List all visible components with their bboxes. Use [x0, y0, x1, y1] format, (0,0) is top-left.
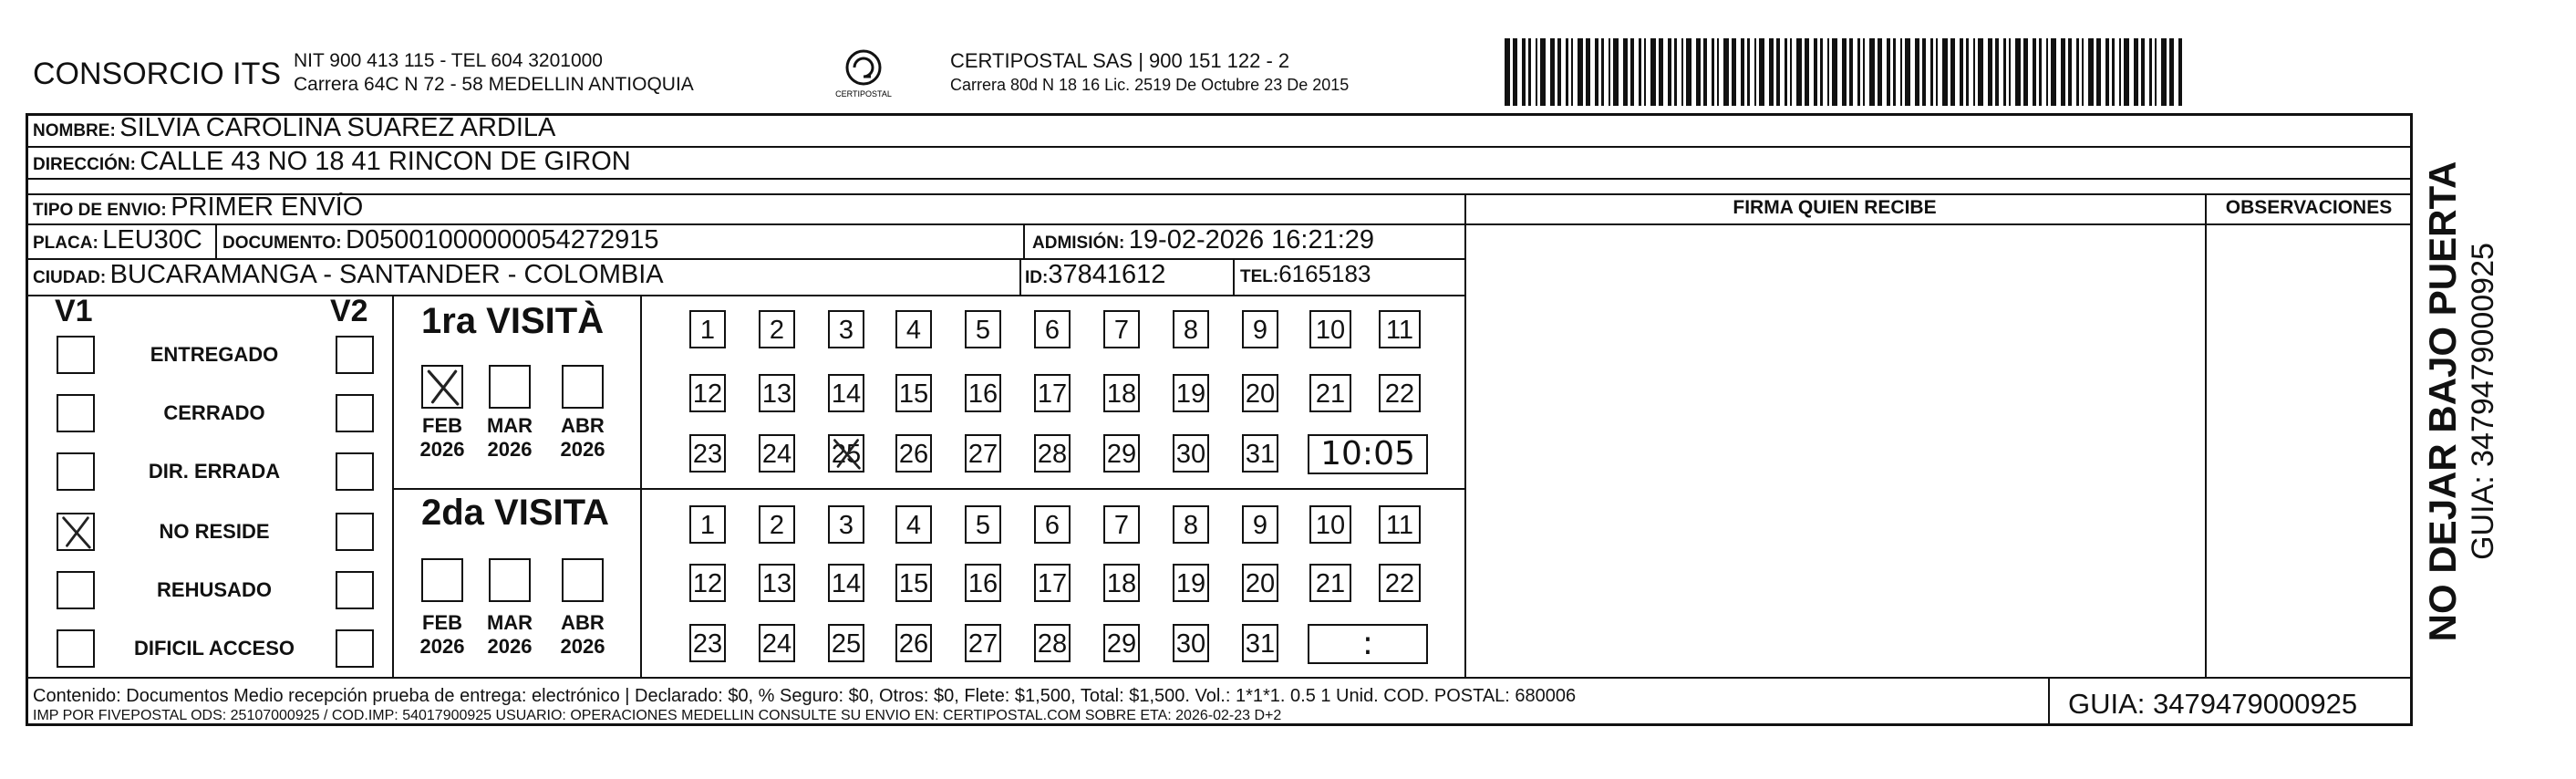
day-box-13[interactable]: 13	[759, 564, 795, 602]
day-box-25[interactable]: 25	[828, 434, 864, 473]
tipo-value: PRIMER ENVÍO	[171, 192, 364, 222]
cell-divider	[1233, 258, 1235, 295]
nombre-row	[33, 113, 555, 143]
direccion-value: CALLE 43 NO 18 41 RINCON DE GIRON	[140, 147, 631, 176]
day-box-17[interactable]: 17	[1034, 374, 1071, 412]
status-label: REHUSADO	[157, 578, 272, 601]
cell-divider	[392, 295, 394, 677]
company-name: CONSORCIO ITS	[33, 57, 282, 91]
month-checkbox-abr[interactable]	[562, 558, 604, 602]
day-box-27[interactable]: 27	[965, 624, 1001, 662]
cell-divider	[640, 295, 642, 677]
admision-label: ADMISIÓN:	[1032, 234, 1125, 253]
day-box-11[interactable]: 11	[1379, 505, 1421, 544]
status-label: CERRADO	[163, 401, 265, 424]
tel-value: 6165183	[1278, 260, 1371, 287]
day-box-29[interactable]: 29	[1103, 434, 1140, 473]
company-nit: NIT 900 413 115 - TEL 604 3201000	[294, 50, 603, 71]
direccion-label: DIRECCIÓN:	[33, 155, 136, 174]
v2-checkbox[interactable]	[336, 452, 374, 491]
check-mark-icon	[58, 514, 93, 549]
guia-divider	[2048, 677, 2050, 726]
day-box-16[interactable]: 16	[965, 564, 1001, 602]
day-box-19[interactable]: 19	[1173, 564, 1209, 602]
direccion-row	[33, 147, 631, 177]
observaciones-header: OBSERVACIONES	[2225, 197, 2393, 218]
day-box-3[interactable]: 3	[828, 505, 864, 544]
row-divider	[26, 295, 1464, 296]
day-box-2[interactable]: 2	[759, 505, 795, 544]
day-box-8[interactable]: 8	[1173, 505, 1209, 544]
day-box-27[interactable]: 27	[965, 434, 1001, 473]
placa-cell	[33, 225, 202, 255]
day-box-20[interactable]: 20	[1242, 564, 1278, 602]
documento-cell	[222, 225, 659, 255]
day-box-4[interactable]: 4	[895, 310, 932, 348]
visit2-title: 2da VISITA	[421, 493, 609, 533]
footer-contenido: Contenido: Documentos Medio recepción prueba de entrega: electrónico | Declarado: $0, % Seguro: $0, Otros: $0, Flete: $1,500, Total: $1,500. Vol.: 1*1*1. 0.5 1 Unid. COD. POSTAL: 680006	[33, 686, 1577, 706]
company-address: Carrera 64C N 72 - 58 MEDELLIN ANTIOQUIA	[294, 74, 694, 95]
month-label: FEB 2026	[419, 611, 465, 658]
day-box-28[interactable]: 28	[1034, 434, 1071, 473]
day-box-24[interactable]: 24	[759, 624, 795, 662]
month-label: ABR 2026	[560, 611, 605, 658]
day-box-21[interactable]: 21	[1309, 374, 1351, 412]
day-box-31[interactable]: 31	[1242, 434, 1278, 473]
day-box-6[interactable]: 6	[1034, 310, 1071, 348]
day-box-14[interactable]: 14	[828, 564, 864, 602]
barcode	[1503, 38, 2187, 106]
day-box-10[interactable]: 10	[1309, 310, 1351, 348]
day-box-9[interactable]: 9	[1242, 310, 1278, 348]
check-mark-icon	[423, 367, 461, 407]
nombre-label: NOMBRE:	[33, 121, 116, 140]
day-box-5[interactable]: 5	[965, 505, 1001, 544]
day-box-11[interactable]: 11	[1379, 310, 1421, 348]
day-box-24[interactable]: 24	[759, 434, 795, 473]
logo-text: CERTIPOSTAL	[835, 89, 892, 99]
day-box-28[interactable]: 28	[1034, 624, 1071, 662]
day-box-23[interactable]: 23	[689, 624, 726, 662]
side-text	[2421, 146, 2512, 657]
v1-checkbox[interactable]	[57, 571, 95, 609]
day-box-2[interactable]: 2	[759, 310, 795, 348]
status-label: DIR. ERRADA	[148, 460, 281, 483]
nombre-value: SILVIA CAROLINA SUAREZ ARDILA	[119, 113, 556, 142]
month-label: FEB 2026	[419, 414, 465, 461]
tel-label: TEL:	[1240, 267, 1279, 286]
tipo-row	[33, 192, 363, 223]
v1-checkbox[interactable]	[57, 452, 95, 491]
month-checkbox-feb[interactable]	[421, 365, 463, 409]
day-box-12[interactable]: 12	[689, 374, 726, 412]
day-box-30[interactable]: 30	[1173, 624, 1209, 662]
day-box-10[interactable]: 10	[1309, 505, 1351, 544]
cell-divider	[1019, 258, 1021, 295]
check-mark-icon	[830, 436, 863, 471]
month-label: MAR 2026	[486, 414, 533, 461]
day-box-5[interactable]: 5	[965, 310, 1001, 348]
cell-divider	[1023, 223, 1025, 258]
month-checkbox-mar[interactable]	[489, 558, 531, 602]
ciudad-cell	[33, 260, 664, 290]
month-checkbox-abr[interactable]	[562, 365, 604, 409]
v1-checkbox[interactable]	[57, 336, 95, 374]
cell-divider	[215, 223, 217, 258]
day-box-9[interactable]: 9	[1242, 505, 1278, 544]
col-divider	[1464, 193, 1466, 677]
placa-label: PLACA:	[33, 234, 98, 253]
v2-checkbox[interactable]	[336, 336, 374, 374]
day-box-6[interactable]: 6	[1034, 505, 1071, 544]
row-divider	[26, 677, 2413, 679]
day-box-15[interactable]: 15	[895, 564, 932, 602]
v2-label: V2	[330, 294, 368, 328]
day-box-18[interactable]: 18	[1103, 374, 1140, 412]
month-checkbox-mar[interactable]	[489, 365, 531, 409]
day-box-8[interactable]: 8	[1173, 310, 1209, 348]
certipostal-logo	[832, 47, 895, 102]
carrier-name: CERTIPOSTAL SAS | 900 151 122 - 2	[950, 49, 1290, 72]
v2-checkbox[interactable]	[336, 571, 374, 609]
v2-checkbox[interactable]	[336, 394, 374, 432]
day-box-12[interactable]: 12	[689, 564, 726, 602]
day-box-1[interactable]: 1	[689, 505, 726, 544]
v1-checkbox[interactable]	[57, 513, 95, 551]
day-box-22[interactable]: 22	[1379, 564, 1421, 602]
side-guia: GUIA: 3479479000925	[2466, 243, 2500, 560]
day-box-26[interactable]: 26	[895, 434, 932, 473]
day-box-16[interactable]: 16	[965, 374, 1001, 412]
admision-value: 19-02-2026 16:21:29	[1128, 225, 1375, 254]
day-box-20[interactable]: 20	[1242, 374, 1278, 412]
v2-checkbox[interactable]	[336, 629, 374, 668]
col-divider	[2205, 193, 2207, 677]
firma-header: FIRMA QUIEN RECIBE	[1733, 197, 1937, 218]
day-box-7[interactable]: 7	[1103, 310, 1140, 348]
month-label: ABR 2026	[560, 414, 605, 461]
visit-divider	[392, 488, 1464, 490]
tipo-label: TIPO DE ENVIO:	[33, 201, 167, 220]
admision-cell	[1032, 225, 1374, 255]
placa-value: LEU30C	[102, 225, 202, 254]
visit1-title: 1ra VISITÀ	[421, 301, 605, 341]
v1-checkbox[interactable]	[57, 394, 95, 432]
tel-cell	[1240, 260, 1371, 288]
footer-guia: GUIA: 3479479000925	[2068, 688, 2358, 720]
v2-checkbox[interactable]	[336, 513, 374, 551]
day-box-1[interactable]: 1	[689, 310, 726, 348]
day-box-3[interactable]: 3	[828, 310, 864, 348]
carrier-info	[950, 49, 1349, 97]
ciudad-value: BUCARAMANGA - SANTANDER - COLOMBIA	[109, 260, 664, 289]
id-label: ID:	[1025, 268, 1049, 287]
v1-checkbox[interactable]	[57, 629, 95, 668]
id-cell	[1025, 260, 1165, 290]
carrier-address: Carrera 80d N 18 16 Lic. 2519 De Octubre 23 De 2015	[950, 76, 1350, 94]
row-divider	[26, 193, 2413, 195]
v1-label: V1	[55, 294, 93, 328]
day-box-30[interactable]: 30	[1173, 434, 1209, 473]
visit2-time-box[interactable]: :	[1308, 624, 1428, 664]
documento-value: D05001000000054272915	[346, 225, 659, 254]
day-box-23[interactable]: 23	[689, 434, 726, 473]
visit1-time-box[interactable]: 10:05	[1308, 434, 1428, 474]
row-divider	[26, 178, 2413, 180]
status-label: ENTREGADO	[150, 343, 279, 366]
side-warning: NO DEJAR BAJO PUERTA	[2421, 161, 2464, 642]
ciudad-label: CIUDAD:	[33, 268, 107, 287]
day-box-15[interactable]: 15	[895, 374, 932, 412]
day-box-18[interactable]: 18	[1103, 564, 1140, 602]
day-box-17[interactable]: 17	[1034, 564, 1071, 602]
day-box-26[interactable]: 26	[895, 624, 932, 662]
company-info	[294, 49, 694, 97]
documento-label: DOCUMENTO:	[222, 234, 342, 253]
day-box-22[interactable]: 22	[1379, 374, 1421, 412]
day-box-4[interactable]: 4	[895, 505, 932, 544]
status-label: NO RESIDE	[159, 520, 270, 543]
month-checkbox-feb[interactable]	[421, 558, 463, 602]
day-box-25[interactable]: 25	[828, 624, 864, 662]
footer-impresion: IMP POR FIVEPOSTAL ODS: 25107000925 / COD.IMP: 54017900925 USUARIO: OPERACIONES MEDELLIN CONSULTE SU ENVIO EN: CERTIPOSTAL.COM SOBRE ETA: 2026-02-23 D+2	[33, 708, 1282, 723]
month-label: MAR 2026	[486, 611, 533, 658]
id-value: 37841612	[1048, 260, 1166, 289]
day-box-19[interactable]: 19	[1173, 374, 1209, 412]
status-label: DIFICIL ACCESO	[133, 637, 295, 660]
day-box-14[interactable]: 14	[828, 374, 864, 412]
day-box-31[interactable]: 31	[1242, 624, 1278, 662]
day-box-13[interactable]: 13	[759, 374, 795, 412]
day-box-29[interactable]: 29	[1103, 624, 1140, 662]
column-head-divider	[1464, 223, 2413, 225]
day-box-21[interactable]: 21	[1309, 564, 1351, 602]
day-box-7[interactable]: 7	[1103, 505, 1140, 544]
